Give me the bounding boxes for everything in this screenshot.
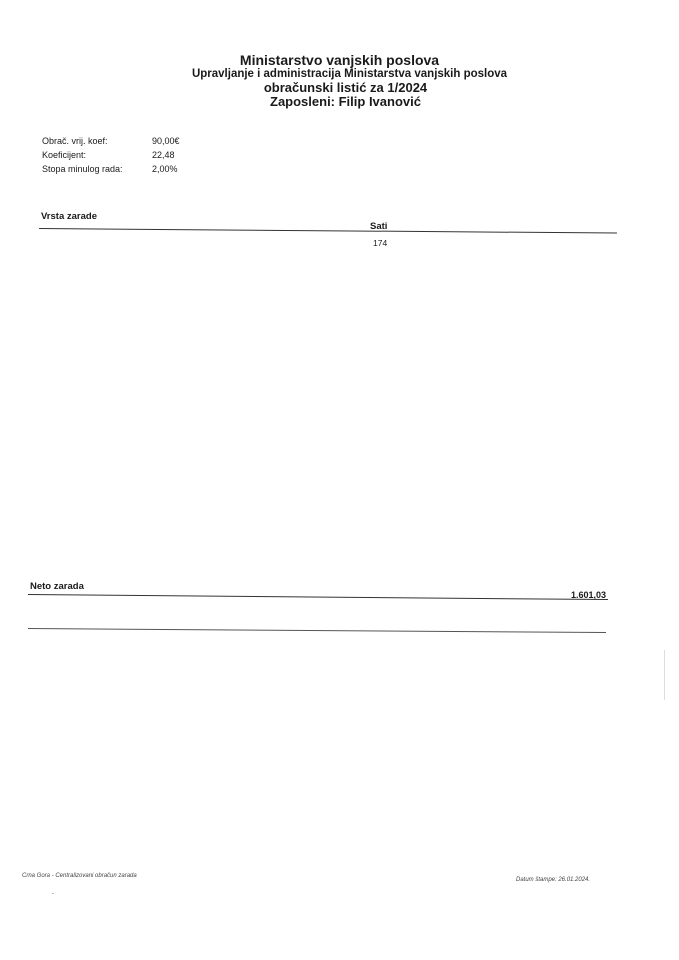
scan-speck xyxy=(52,893,54,894)
bottom-rule xyxy=(28,628,606,633)
scan-edge-mark xyxy=(664,650,665,700)
document-title: obračunski listić za 1/2024 xyxy=(263,80,428,95)
param-value: 90,00€ xyxy=(152,136,180,146)
param-label: Obrač. vrij. koef: xyxy=(42,136,108,146)
param-value: 2,00% xyxy=(152,164,178,174)
footer-print-date: Datum štampe: 26.01.2024. xyxy=(516,877,591,883)
net-salary-rule xyxy=(28,594,608,600)
employee-name: Zaposleni: Filip Ivanović xyxy=(270,94,421,109)
ministry-name: Ministarstvo vanjskih poslova xyxy=(239,52,440,68)
column-header-hours: Sati xyxy=(370,221,388,232)
hours-value: 174 xyxy=(373,238,388,248)
net-salary-label: Neto zarada xyxy=(30,581,84,592)
table-header-rule xyxy=(39,228,617,234)
column-header-type: Vrsta zarade xyxy=(41,211,97,222)
net-salary-value: 1.601,03 xyxy=(570,590,606,600)
footer-source: Crna Gora - Centralizovani obračun zarada xyxy=(22,873,137,879)
department-name: Upravljanje i administracija Ministarstva vanjskih poslova xyxy=(191,68,508,80)
param-label: Koeficijent: xyxy=(42,150,87,160)
param-value: 22,48 xyxy=(152,150,175,160)
param-label: Stopa minulog rada: xyxy=(42,164,123,174)
